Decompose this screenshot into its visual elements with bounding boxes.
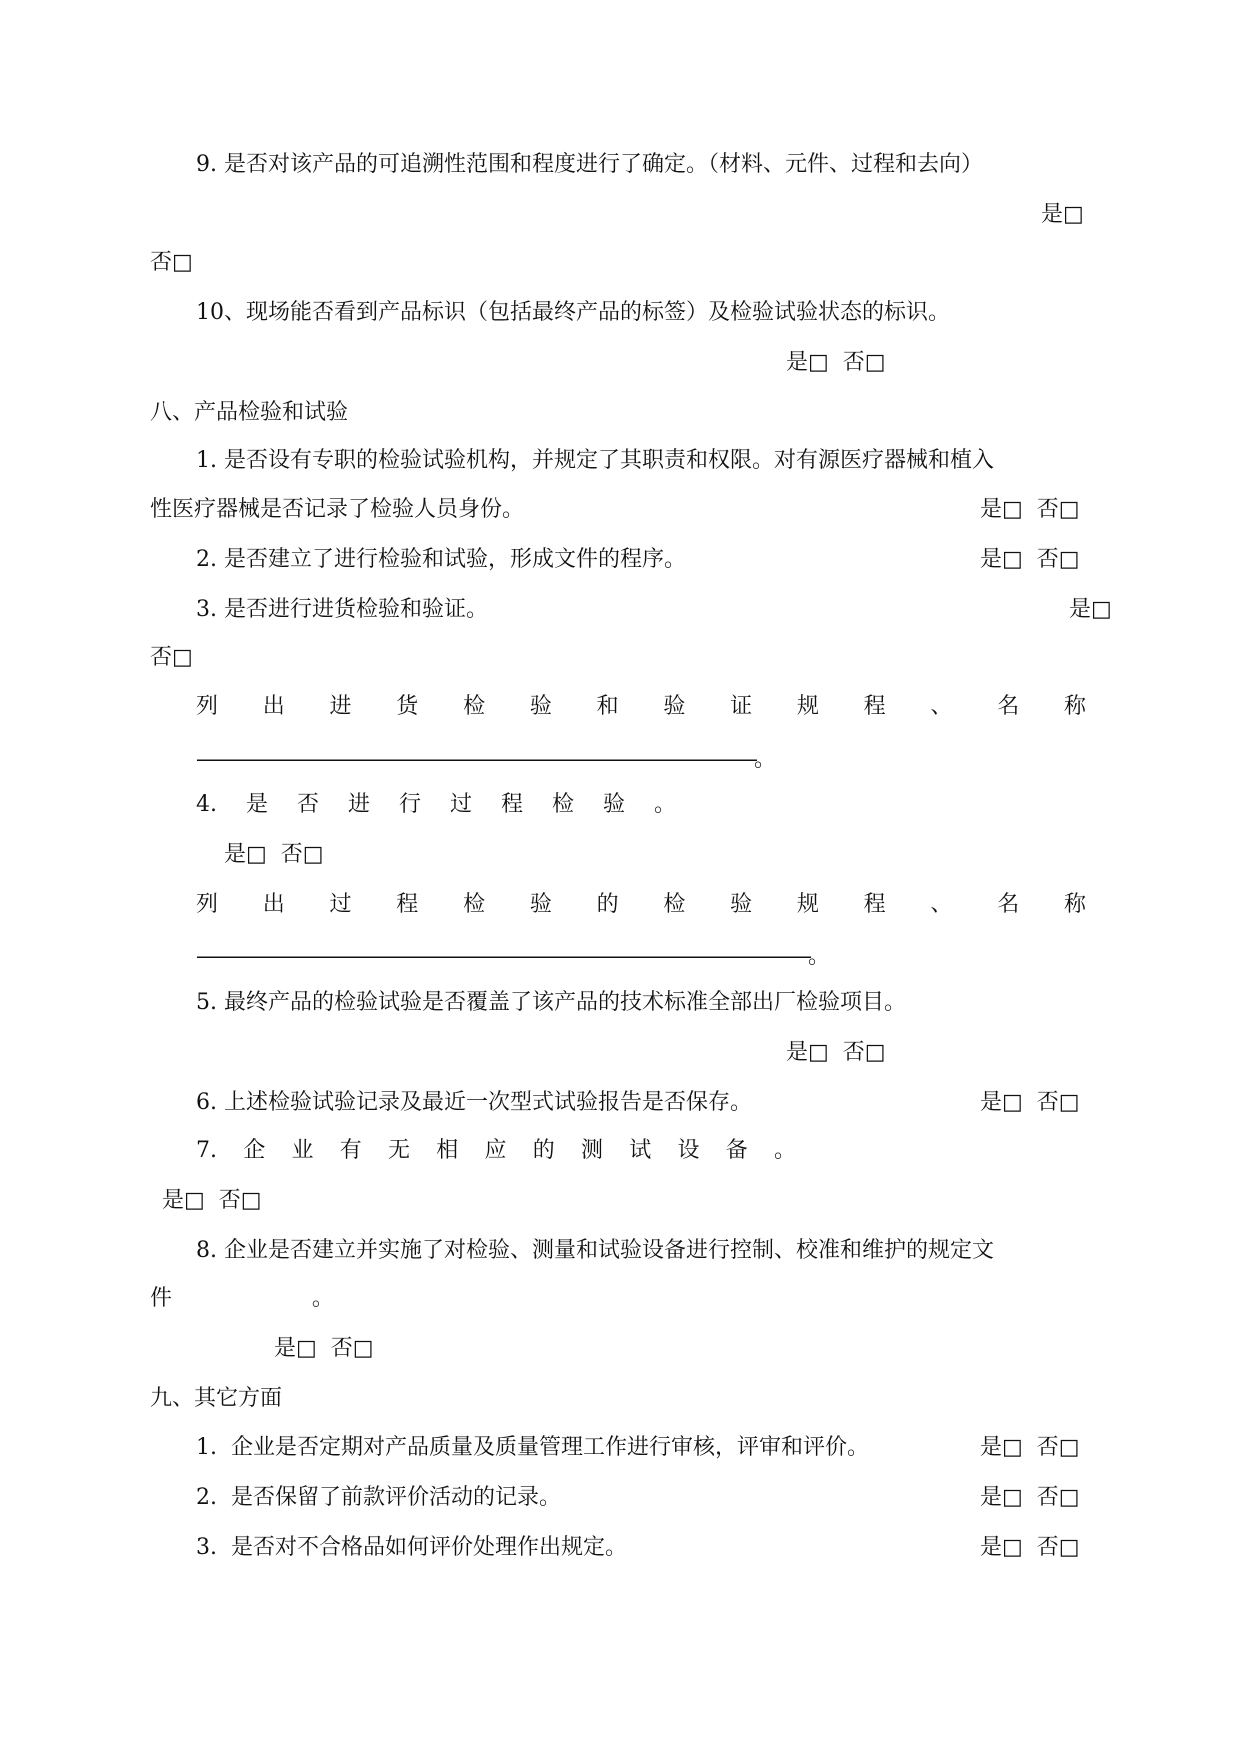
- item-9-3: 3. 是否对不合格品如何评价处理作出规定。: [196, 1535, 627, 1560]
- answer-yes[interactable]: 是□: [1069, 597, 1112, 622]
- item-8-4: 4. 是 否 进 行 过 程 检 验 。: [196, 792, 676, 817]
- item-8-5: 5. 最终产品的检验试验是否覆盖了该产品的技术标准全部出厂检验项目。: [196, 990, 906, 1015]
- fill-in-blank-line[interactable]: ——————————————————————————————————。: [196, 944, 827, 969]
- item-8-3: 3. 是否进行进货检验和验证。: [196, 597, 488, 622]
- answer-yes-no[interactable]: 是□ 否□: [980, 547, 1080, 572]
- item-8-1-line-2: 性医疗器械是否记录了检验人员身份。: [150, 497, 525, 522]
- item-8-7: 7. 企 业 有 无 相 应 的 测 试 设 备 。: [196, 1138, 796, 1163]
- answer-yes-no[interactable]: 是□ 否□: [162, 1188, 262, 1213]
- answer-no[interactable]: 否□: [150, 645, 193, 670]
- fill-in-blank-line[interactable]: ———————————————————————————————。: [196, 747, 773, 772]
- answer-yes-no[interactable]: 是□ 否□: [786, 350, 886, 375]
- answer-no[interactable]: 否□: [150, 250, 193, 275]
- item-9-traceability: 9. 是否对该产品的可追溯性范围和程度进行了确定。（材料、元件、过程和去向）: [196, 152, 983, 177]
- item-8-6: 6. 上述检验试验记录及最近一次型式试验报告是否保存。: [196, 1090, 752, 1115]
- answer-yes-no[interactable]: 是□ 否□: [274, 1336, 374, 1361]
- section-9-heading: 九、其它方面: [150, 1386, 283, 1411]
- answer-yes-no[interactable]: 是□ 否□: [980, 1435, 1080, 1460]
- answer-yes-no[interactable]: 是□ 否□: [786, 1040, 886, 1065]
- item-8-1-line-1: 1. 是否设有专职的检验试验机构，并规定了其职责和权限。对有源医疗器械和植入: [196, 448, 994, 473]
- item-10-identification: 10、现场能否看到产品标识（包括最终产品的标签）及检验试验状态的标识。: [196, 300, 950, 325]
- list-incoming-inspection-prompt: 列 出 进 货 检 验 和 验 证 规 程 、 名 称: [196, 694, 1086, 719]
- answer-yes-no[interactable]: 是□ 否□: [224, 842, 324, 867]
- item-8-8-line-2: 件 。: [150, 1286, 334, 1311]
- item-8-2: 2. 是否建立了进行检验和试验，形成文件的程序。: [196, 547, 686, 572]
- list-process-inspection-prompt: 列 出 过 程 检 验 的 检 验 规 程 、 名 称: [196, 892, 1086, 917]
- answer-yes-no[interactable]: 是□ 否□: [980, 1535, 1080, 1560]
- answer-yes-no[interactable]: 是□ 否□: [980, 1485, 1080, 1510]
- item-8-8-line-1: 8. 企业是否建立并实施了对检验、测量和试验设备进行控制、校准和维护的规定文: [196, 1238, 994, 1263]
- answer-yes-no[interactable]: 是□ 否□: [980, 1090, 1080, 1115]
- answer-yes-no[interactable]: 是□ 否□: [980, 497, 1080, 522]
- item-9-2: 2. 是否保留了前款评价活动的记录。: [196, 1485, 561, 1510]
- section-8-heading: 八、产品检验和试验: [150, 400, 349, 425]
- answer-yes[interactable]: 是□: [1041, 202, 1084, 227]
- item-9-1: 1. 企业是否定期对产品质量及质量管理工作进行审核，评审和评价。: [196, 1435, 869, 1460]
